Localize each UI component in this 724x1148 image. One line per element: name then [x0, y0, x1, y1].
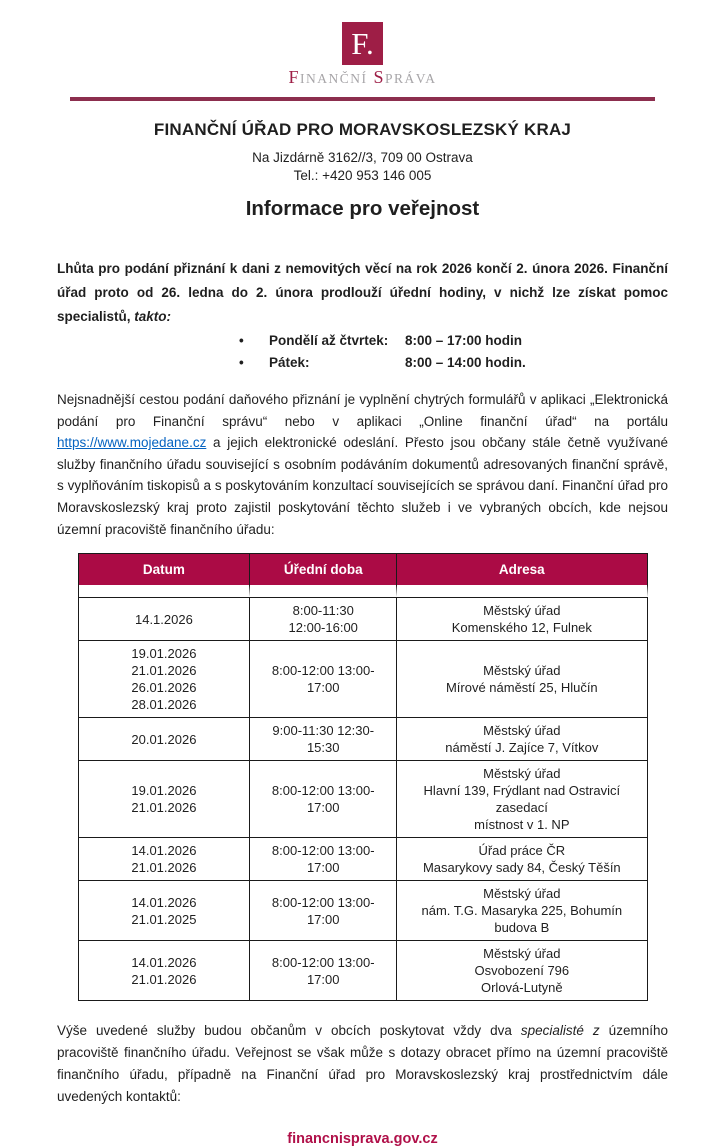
- outro-text-after-italic: územního pracoviště finančního úřadu. Veřejnost se však může s dotazy obracet přímo na územní pracoviště finančního úřadu, případně na Finanční úřad pro Moravskoslezský kraj prostřednictvím dále uvedených kontaktů:: [57, 1023, 668, 1105]
- logo-monogram-text: F.: [351, 26, 374, 61]
- schedule-cell-dates: 20.01.2026: [79, 718, 251, 761]
- schedule-row: [79, 641, 648, 718]
- schedule-cell-hours: 9:00-11:30 12:30-15:30: [250, 718, 397, 761]
- schedule-cell-hours: 8:00-12:00 13:00-17:00: [250, 838, 397, 881]
- office-hours-item: [57, 352, 668, 374]
- intro-text-italic: takto:: [134, 309, 172, 324]
- schedule-row: [79, 881, 648, 941]
- schedule-table-head: [79, 554, 648, 597]
- outro-text-italic: specialisté z: [520, 1023, 600, 1039]
- schedule-row: [79, 718, 648, 761]
- schedule-cell-address: Městský úřad nám. T.G. Masaryka 225, Bohumín budova B: [397, 881, 647, 941]
- schedule-cell-address: Úřad práce ČR Masarykovy sady 84, Český Těšín: [397, 838, 647, 881]
- office-hours-item: [57, 330, 668, 352]
- office-hours-time: 8:00 – 14:00 hodin.: [405, 355, 526, 370]
- schedule-cell-hours: 8:00-12:00 13:00-17:00: [250, 761, 397, 838]
- schedule-cell-hours: 8:00-12:00 13:00-17:00: [250, 881, 397, 941]
- schedule-cell-dates: 14.1.2026: [79, 597, 251, 641]
- schedule-header-cell: Datum: [79, 554, 251, 597]
- office-hours-time: 8:00 – 17:00 hodin: [405, 333, 523, 348]
- financni-sprava-logo: [57, 22, 668, 88]
- filing-info-paragraph: [57, 389, 668, 540]
- schedule-cell-address: Městský úřad náměstí J. Zajíce 7, Vítkov: [397, 718, 647, 761]
- schedule-cell-dates: 14.01.2026 21.01.2026: [79, 941, 251, 1001]
- outro-text-before-italic: Výše uvedené služby budou občanům v obcích poskytovat vždy dva: [57, 1023, 521, 1039]
- logo-f-monogram: [342, 22, 383, 65]
- schedule-cell-address: Městský úřad Hlavní 139, Frýdlant nad Ostravicí zasedací místnost v 1. NP: [397, 761, 647, 838]
- logo-wordmark: [57, 67, 668, 88]
- schedule-cell-address: Městský úřad Komenského 12, Fulnek: [397, 597, 647, 641]
- schedule-row: [79, 597, 648, 641]
- document-header: [57, 22, 668, 221]
- office-hours-day-label: Pátek:: [269, 355, 310, 370]
- document-body: [57, 257, 668, 1108]
- footer-website: financnisprava.gov.cz: [287, 1131, 438, 1148]
- schedule-cell-address: Městský úřad Osvobození 796 Orlová-Lutyně: [397, 941, 647, 1001]
- schedule-row: [79, 838, 648, 881]
- schedule-table-body: [79, 597, 648, 1001]
- schedule-cell-address: Městský úřad Mírové náměstí 25, Hlučín: [397, 641, 647, 718]
- document-footer: [57, 1130, 668, 1148]
- page-title: Informace pro veřejnost: [245, 197, 480, 220]
- paragraph-text-after-link: a jejich elektronické odeslání. Přesto jsou občany stále četně využívané služby finančního úřadu související s osobním podáváním dokumentů adresovaných finanční správě, s vyplňováním tiskopisů a s poskytováním konzultací souvisejících se správou daní. Finanční úřad pro Moravskoslezský kraj proto zajistil poskytování těchto služeb i ve vybraných obcích, kde nejsou územní pracoviště finančního úřadu:: [57, 435, 668, 537]
- schedule-cell-hours: 8:00-11:30 12:00-16:00: [250, 597, 397, 641]
- office-phone: Tel.: +420 953 146 005: [293, 167, 432, 183]
- schedule-cell-hours: 8:00-12:00 13:00-17:00: [250, 941, 397, 1001]
- service-schedule-table: [78, 553, 648, 1001]
- wordmark-s-cap: S: [373, 67, 385, 87]
- schedule-cell-hours: 8:00-12:00 13:00-17:00: [250, 641, 397, 718]
- schedule-cell-dates: 14.01.2026 21.01.2025: [79, 881, 251, 941]
- schedule-header-cell: Adresa: [397, 554, 647, 597]
- schedule-row: [79, 941, 648, 1001]
- schedule-cell-dates: 19.01.2026 21.01.2026: [79, 761, 251, 838]
- office-hours-list: [57, 330, 668, 374]
- header-divider-rule: [70, 97, 655, 101]
- wordmark-inancni: INANČNÍ: [299, 71, 368, 86]
- intro-paragraph: [57, 257, 668, 329]
- office-hours-day-label: Pondělí až čtvrtek:: [269, 333, 389, 348]
- office-name-title: FINANČNÍ ÚŘAD PRO MORAVSKOSLEZSKÝ KRAJ: [153, 120, 572, 139]
- schedule-header-row: [79, 554, 648, 597]
- mojedane-link[interactable]: https://www.mojedane.cz: [57, 435, 207, 451]
- wordmark-prava: PRÁVA: [385, 71, 437, 86]
- outro-paragraph: [57, 1020, 668, 1108]
- paragraph-text-before-link: Nejsnadnější cestou podání daňového přiznání je vyplnění chytrých formulářů v aplikaci „Elektronická podání pro Finanční správu“ nebo v aplikaci „Online finanční úřad“ na portálu: [57, 392, 668, 429]
- schedule-cell-dates: 19.01.2026 21.01.2026 26.01.2026 28.01.2026: [79, 641, 251, 718]
- office-address: Na Jizdárně 3162//3, 709 00 Ostrava: [252, 150, 473, 165]
- schedule-row: [79, 761, 648, 838]
- wordmark-f-cap: F: [288, 67, 300, 87]
- schedule-cell-dates: 14.01.2026 21.01.2026: [79, 838, 251, 881]
- intro-text: Lhůta pro podání přiznání k dani z nemovitých věcí na rok 2026 končí 2. února 2026. Finanční úřad proto od 26. ledna do 2. února prodlouží úřední hodiny, v nichž lze získat pomoc specialistů,: [57, 261, 668, 324]
- schedule-header-cell: Úřední doba: [250, 554, 397, 597]
